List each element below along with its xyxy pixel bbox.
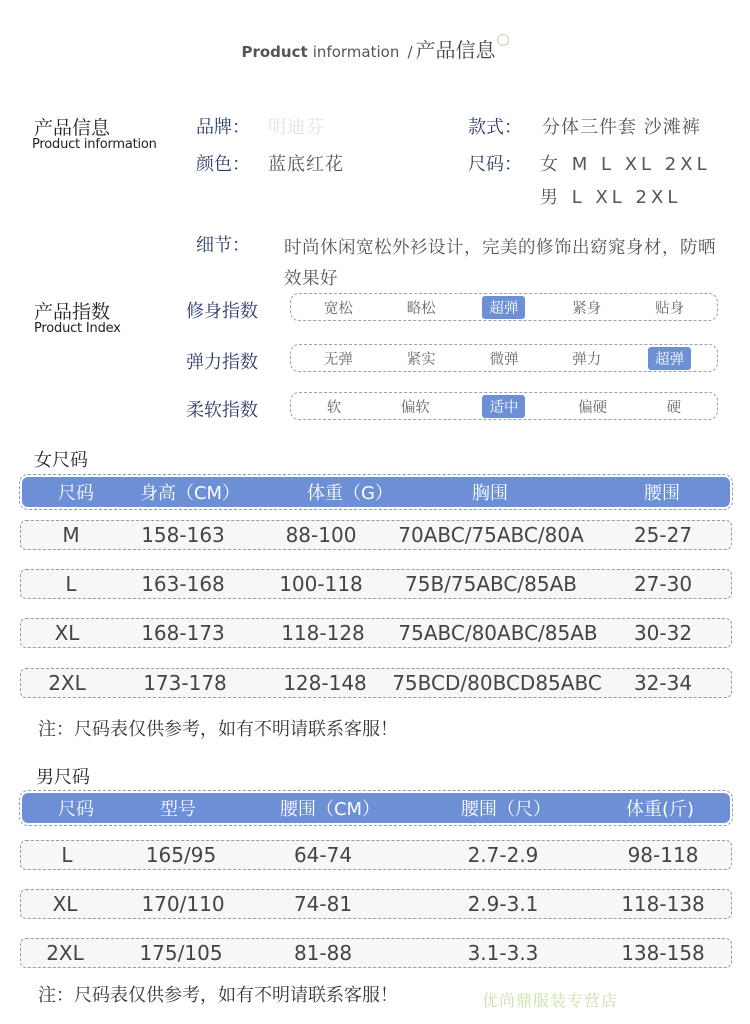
male-cell-size: 2XL <box>46 941 84 965</box>
store-watermark: 优尚鼎服装专营店 <box>482 991 619 1010</box>
female-header-weight: 体重（G） <box>307 483 393 504</box>
male-cell-waist-cm: 64-74 <box>293 843 353 867</box>
female-cell-height: 168-173 <box>141 621 225 645</box>
female-header-bust: 胸围 <box>472 483 508 504</box>
female-cell-size: 2XL <box>48 671 86 695</box>
table-row <box>20 668 732 698</box>
male-cell-waist-chi: 2.9-3.1 <box>467 892 539 916</box>
style-label: 款式： <box>468 117 522 138</box>
male-cell-size: L <box>61 843 73 867</box>
page-header <box>0 34 750 63</box>
female-cell-height: 163-168 <box>141 572 225 596</box>
female-table-note: 注：尺码表仅供参考，如有不明请联系客服！ <box>38 719 398 740</box>
product-info-title: 产品信息 <box>34 117 111 139</box>
detail-label: 细节： <box>196 235 250 256</box>
male-cell-waist-chi: 3.1-3.3 <box>467 941 539 965</box>
female-cell-waist: 32-34 <box>633 671 693 695</box>
male-header-waist-cm: 腰围（CM） <box>279 799 381 820</box>
elastic-option-elastic: 弹力 <box>572 351 602 368</box>
soft-option-selected: 适中 <box>482 395 525 418</box>
male-cell-model: 175/105 <box>139 941 223 965</box>
male-cell-waist-cm: 81-88 <box>293 941 353 965</box>
table-row <box>20 618 732 648</box>
male-cell-waist-cm: 74-81 <box>293 892 353 916</box>
header-separator: / <box>407 43 413 61</box>
color-value: 蓝底红花 <box>268 154 344 175</box>
style-value: 分体三件套 沙滩裤 <box>542 117 701 138</box>
elastic-option-firm: 紧实 <box>406 351 436 368</box>
elastic-option-slight: 微弹 <box>489 351 519 368</box>
soft-option-soft: 软 <box>326 399 342 416</box>
soft-option-hard: 硬 <box>666 399 682 416</box>
fit-option-selected: 超弹 <box>482 296 525 319</box>
male-cell-waist-chi: 2.7-2.9 <box>467 843 539 867</box>
female-cell-height: 173-178 <box>143 671 227 695</box>
header-title-en: information <box>312 43 400 61</box>
female-cell-weight: 128-148 <box>283 671 367 695</box>
softness-index-label: 柔软指数 <box>186 400 258 421</box>
size-female: 女 M L XL 2XL <box>540 154 711 175</box>
table-row <box>20 938 732 968</box>
female-cell-weight: 100-118 <box>279 572 363 596</box>
male-size-title: 男尺码 <box>36 767 90 788</box>
female-cell-size: XL <box>54 621 80 645</box>
male-cell-weight: 118-138 <box>621 892 705 916</box>
size-label: 尺码： <box>468 154 522 175</box>
female-size-title: 女尺码 <box>34 450 88 471</box>
fit-option-slightly-loose: 略松 <box>406 300 436 317</box>
female-cell-bust: 75ABC/80ABC/85AB <box>398 621 598 645</box>
product-index-subtitle: Product Index <box>34 321 121 336</box>
male-header-waist-chi: 腰围（尺） <box>461 799 551 820</box>
female-cell-weight: 88-100 <box>285 523 357 547</box>
header-title-en-bold: Product <box>241 43 308 61</box>
female-cell-bust: 75BCD/80BCD85ABC <box>392 671 602 695</box>
header-title-zh: 产品信息 <box>415 38 496 62</box>
female-cell-bust: 70ABC/75ABC/80A <box>398 523 584 547</box>
elastic-index-label: 弹力指数 <box>186 352 258 373</box>
table-row <box>20 520 732 550</box>
table-row <box>20 840 732 870</box>
female-cell-height: 158-163 <box>141 523 225 547</box>
fit-option-tight: 紧身 <box>572 300 602 317</box>
decorative-circle-icon <box>497 34 509 46</box>
table-row <box>20 569 732 599</box>
male-cell-model: 170/110 <box>141 892 225 916</box>
female-cell-size: L <box>65 572 77 596</box>
female-cell-waist: 25-27 <box>633 523 693 547</box>
male-header-size: 尺码 <box>58 799 94 820</box>
male-cell-weight: 98-118 <box>627 843 699 867</box>
female-header-waist: 腰围 <box>644 483 680 504</box>
male-table-header <box>22 793 730 823</box>
male-cell-size: XL <box>52 892 78 916</box>
female-header-size: 尺码 <box>58 483 94 504</box>
soft-option-fairly-hard: 偏硬 <box>578 399 608 416</box>
soft-option-fairly-soft: 偏软 <box>400 399 430 416</box>
female-cell-waist: 30-32 <box>633 621 693 645</box>
fit-index-scale <box>290 293 718 321</box>
brand-label: 品牌： <box>196 117 250 138</box>
elastic-option-none: 无弹 <box>323 351 353 368</box>
male-header-weight: 体重(斤) <box>625 799 695 820</box>
fit-index-label: 修身指数 <box>186 301 258 322</box>
product-index-title: 产品指数 <box>34 301 111 323</box>
female-header-height: 身高（CM） <box>139 483 241 504</box>
female-cell-size: M <box>62 523 80 547</box>
size-male: 男 L XL 2XL <box>540 187 682 208</box>
table-row <box>20 889 732 919</box>
fit-option-loose: 宽松 <box>323 300 353 317</box>
fit-option-snug: 贴身 <box>655 300 685 317</box>
female-cell-weight: 118-128 <box>281 621 365 645</box>
male-cell-model: 165/95 <box>145 843 217 867</box>
male-table-note: 注：尺码表仅供参考，如有不明请联系客服！ <box>38 985 398 1006</box>
female-cell-bust: 75B/75ABC/85AB <box>405 572 577 596</box>
female-cell-waist: 27-30 <box>633 572 693 596</box>
elastic-index-scale <box>290 344 718 372</box>
female-table-header <box>22 477 730 507</box>
male-cell-weight: 138-158 <box>621 941 705 965</box>
softness-index-scale <box>290 392 718 420</box>
product-info-subtitle: Product information <box>32 137 157 152</box>
brand-value: 明迪芬 <box>268 117 325 138</box>
detail-value: 时尚休闲宽松外衫设计，完美的修饰出窈窕身材，防晒效果好 <box>284 238 716 289</box>
color-label: 颜色： <box>196 154 250 175</box>
male-header-model: 型号 <box>160 799 196 820</box>
elastic-option-selected: 超弹 <box>648 347 691 370</box>
